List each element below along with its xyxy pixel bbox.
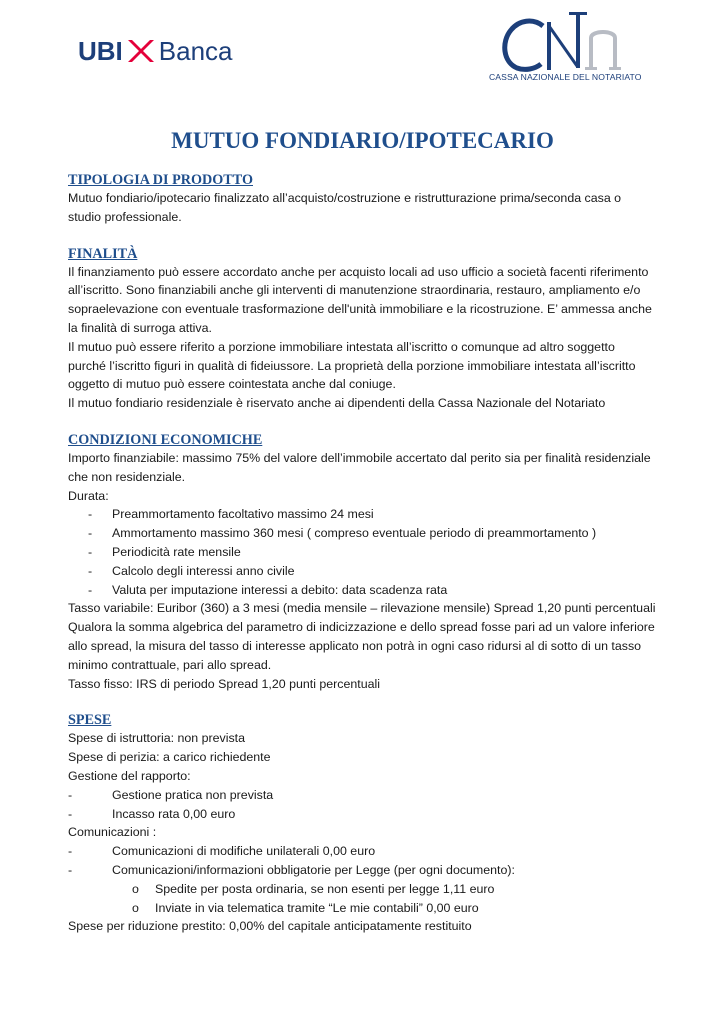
page-title: MUTUO FONDIARIO/IPOTECARIO	[171, 128, 554, 153]
section-heading: TIPOLOGIA DI PRODOTTO	[68, 172, 253, 188]
dash-bullet: -	[88, 563, 93, 578]
list-item-text: Spedite per posta ordinaria, se non esenti per legge 1,11 euro	[155, 881, 495, 896]
paragraph-line: oggetto di mutuo può essere cointestata anche dal coniuge.	[68, 377, 396, 392]
section-condizioni	[68, 431, 668, 693]
list-item-text: Comunicazioni/informazioni obbligatorie per Legge (per ogni documento):	[112, 862, 515, 877]
paragraph-line: sopraelevazione con eventuale trasformazione dell'unità immobiliare e la ricostruzione. E’ ammessa anche	[68, 302, 652, 317]
list-item-text: Preammortamento facoltativo massimo 24 mesi	[112, 507, 374, 522]
list-item-text: Calcolo degli interessi anno civile	[112, 563, 295, 578]
paragraph-line: Durata:	[68, 488, 109, 503]
paragraph-line: Tasso variabile: Euribor (360) a 3 mesi (media mensile – rilevazione mensile) Spread 1,20 punti percentuali	[68, 601, 656, 616]
list-item	[68, 562, 668, 581]
list-item-text: Gestione pratica non prevista	[112, 787, 274, 802]
list-item	[68, 842, 668, 861]
ubi-arrows-icon	[126, 38, 156, 64]
list-item	[68, 581, 668, 600]
paragraph-line: che non residenziale.	[68, 469, 186, 484]
paragraph-line: allo spread, la misura del tasso di interesse applicato non potrà in ogni caso ridursi al di sotto di un tasso	[68, 638, 642, 653]
dash-bullet: -	[68, 862, 73, 877]
page-header	[0, 0, 725, 100]
paragraph-line: Il finanziamento può essere accordato anche per acquisto locali ad uso ufficio a società facenti riferimento	[68, 264, 649, 279]
dash-bullet: -	[68, 844, 73, 859]
list-item-text: Valuta per imputazione interessi a debito: data scadenza rata	[112, 582, 448, 597]
paragraph-line: studio professionale.	[68, 209, 182, 224]
list-item	[68, 505, 668, 524]
paragraph-line: Tasso fisso: IRS di periodo Spread 1,20 punti percentuali	[68, 676, 381, 691]
section-heading: FINALITÀ	[68, 245, 138, 262]
list-item-text: Inviate in via telematica tramite “Le mie contabili” 0,00 euro	[155, 900, 479, 915]
paragraph-line: Gestione del rapporto:	[68, 768, 191, 783]
list-item-text: Incasso rata 0,00 euro	[112, 806, 236, 821]
list-item-text: Periodicità rate mensile	[112, 544, 241, 559]
dash-bullet: -	[88, 507, 93, 522]
paragraph-line: Comunicazioni :	[68, 825, 157, 840]
dash-bullet: -	[68, 787, 73, 802]
circle-bullet: o	[132, 900, 139, 915]
ubi-banca-logo	[78, 36, 233, 66]
paragraph-line: purché l’iscritto figuri in qualità di fideiussore. La proprietà della porzione immobiliare intestata all’iscritto	[68, 358, 636, 373]
dash-bullet: -	[88, 526, 93, 541]
paragraph-line: Importo finanziabile: massimo 75% del valore dell’immobile accertato dal perito sia per finalità residenziale	[68, 450, 651, 465]
section-heading: SPESE	[68, 712, 112, 729]
paragraph-line: Il mutuo può essere riferito a porzione immobiliare intestata all’iscritto o comunque ad altro soggetto	[68, 339, 615, 354]
dash-bullet: -	[88, 544, 93, 559]
dash-bullet: -	[88, 582, 93, 597]
paragraph-line: Spese per riduzione prestito: 0,00% del capitale anticipatamente restituito	[68, 919, 472, 934]
circle-bullet: o	[132, 881, 139, 896]
paragraph-line: Il mutuo fondiario residenziale è riservato anche ai dipendenti della Cassa Nazionale del Notariato	[68, 396, 606, 411]
section-finalita	[68, 245, 668, 413]
list-item	[68, 861, 668, 880]
document-body	[68, 171, 668, 936]
list-item	[68, 524, 668, 543]
list-item	[68, 543, 668, 562]
dash-bullet: -	[68, 806, 73, 821]
list-item	[68, 805, 668, 824]
paragraph-line: Spese di perizia: a carico richiedente	[68, 750, 271, 765]
paragraph-line: all’iscritto. Sono finanziabili anche gli interventi di manutenzione straordinaria, restauro, ampliamento e/o	[68, 283, 641, 298]
section-spese	[68, 711, 668, 936]
list-item-text: Comunicazioni di modifiche unilaterali 0,00 euro	[112, 844, 376, 859]
list-item	[68, 786, 668, 805]
paragraph-line: Mutuo fondiario/ipotecario finalizzato all’acquisto/costruzione e ristrutturazione prima/seconda casa o	[68, 191, 622, 205]
section-heading: CONDIZIONI ECONOMICHE	[68, 431, 263, 448]
sub-list-item	[68, 899, 668, 918]
cassa-notariato-caption: CASSA NAZIONALE DEL NOTARIATO	[489, 72, 642, 82]
ubi-logo-text: UBI	[78, 35, 123, 66]
section-tipologia	[68, 171, 668, 227]
sub-list-item	[68, 880, 668, 899]
paragraph-line: minimo contrattuale, pari allo spread.	[68, 657, 272, 672]
paragraph-line: Qualora la somma algebrica del parametro di indicizzazione e dello spread fosse pari ad un valore inferiore	[68, 620, 655, 635]
paragraph-line: Spese di istruttoria: non prevista	[68, 731, 246, 746]
list-item-text: Ammortamento massimo 360 mesi ( compreso eventuale periodo di preammortamento )	[112, 526, 597, 541]
paragraph-line: la finalità di surroga attiva.	[68, 320, 212, 335]
banca-logo-text: Banca	[158, 35, 233, 66]
